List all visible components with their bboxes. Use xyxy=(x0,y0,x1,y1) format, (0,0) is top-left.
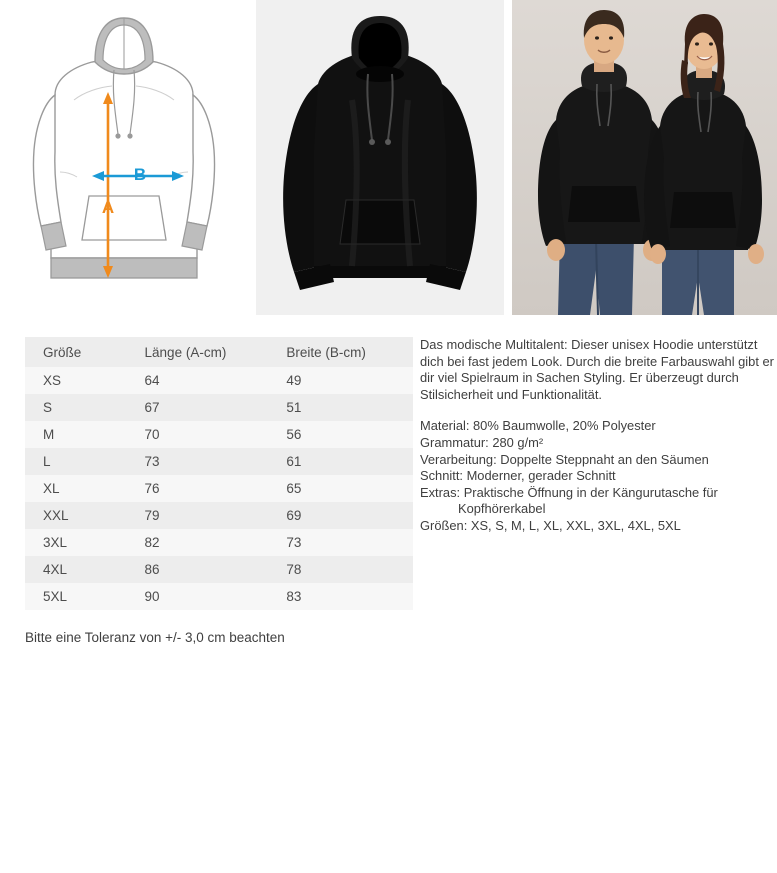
description-groessen: Größen: XS, S, M, L, XL, XXL, 3XL, 4XL, 5XL xyxy=(420,517,681,533)
paragraph-spacer xyxy=(420,403,777,418)
cell-width: 56 xyxy=(286,421,413,448)
table-row xyxy=(25,394,413,421)
technical-drawing-panel xyxy=(0,0,248,315)
cell-width: 51 xyxy=(286,394,413,421)
product-image-row xyxy=(0,0,777,315)
cell-width: 61 xyxy=(286,448,413,475)
cell-length: 86 xyxy=(145,556,287,583)
col-header-width: Breite (B-cm) xyxy=(286,337,413,367)
hoodie-technical-drawing xyxy=(0,0,248,315)
cell-size: M xyxy=(25,421,145,448)
description-extras-cont: Kopfhörerkabel xyxy=(458,501,546,517)
table-row xyxy=(25,367,413,394)
tolerance-note: Bitte eine Toleranz von +/- 3,0 cm beachten xyxy=(25,630,285,645)
size-table-wrap xyxy=(0,337,413,645)
cell-length: 90 xyxy=(145,583,287,610)
label-a: A xyxy=(101,198,115,217)
cell-size: 3XL xyxy=(25,529,145,556)
col-header-length: Länge (A-cm) xyxy=(145,337,287,367)
cell-length: 70 xyxy=(145,421,287,448)
description-material: Material: 80% Baumwolle, 20% Polyester xyxy=(420,418,656,434)
cell-size: S xyxy=(25,394,145,421)
description-extras: Extras: Praktische Öffnung in der Kängurutasche für xyxy=(420,484,718,500)
hoodie-models-photo xyxy=(512,0,777,315)
cell-width: 69 xyxy=(286,502,413,529)
cell-width: 73 xyxy=(286,529,413,556)
table-row xyxy=(25,448,413,475)
description-schnitt: Schnitt: Moderner, gerader Schnitt xyxy=(420,468,616,484)
description-grammatur: Grammatur: 280 g/m² xyxy=(420,434,544,450)
cell-length: 64 xyxy=(145,367,287,394)
col-header-size: Größe xyxy=(25,337,145,367)
models-photo-panel xyxy=(512,0,777,315)
cell-length: 76 xyxy=(145,475,287,502)
product-front-panel xyxy=(256,0,504,315)
cell-size: XL xyxy=(25,475,145,502)
hoodie-front-black xyxy=(256,0,504,315)
table-row xyxy=(25,529,413,556)
description-verarbeitung: Verarbeitung: Doppelte Steppnaht an den Säumen xyxy=(420,451,709,467)
size-table xyxy=(25,337,413,610)
cell-size: XXL xyxy=(25,502,145,529)
product-description xyxy=(420,337,777,645)
cell-size: L xyxy=(25,448,145,475)
description-intro: Das modische Multitalent: Dieser unisex Hoodie unterstützt dich bei fast jedem Look. Durch die breite Farbauswahl gibt er dir viel Spielraum in Sachen Styling. Er überzeugt durch Stilsicherheit und Funktionalität. xyxy=(420,337,774,402)
details-section xyxy=(0,315,777,645)
table-header-row xyxy=(25,337,413,367)
cell-length: 82 xyxy=(145,529,287,556)
cell-width: 49 xyxy=(286,367,413,394)
cell-size: XS xyxy=(25,367,145,394)
cell-size: 4XL xyxy=(25,556,145,583)
table-row xyxy=(25,421,413,448)
cell-size: 5XL xyxy=(25,583,145,610)
table-row xyxy=(25,556,413,583)
cell-length: 79 xyxy=(145,502,287,529)
cell-length: 73 xyxy=(145,448,287,475)
cell-width: 78 xyxy=(286,556,413,583)
cell-width: 83 xyxy=(286,583,413,610)
label-b: B xyxy=(133,165,147,184)
table-row xyxy=(25,583,413,610)
table-row xyxy=(25,475,413,502)
cell-length: 67 xyxy=(145,394,287,421)
table-row xyxy=(25,502,413,529)
cell-width: 65 xyxy=(286,475,413,502)
